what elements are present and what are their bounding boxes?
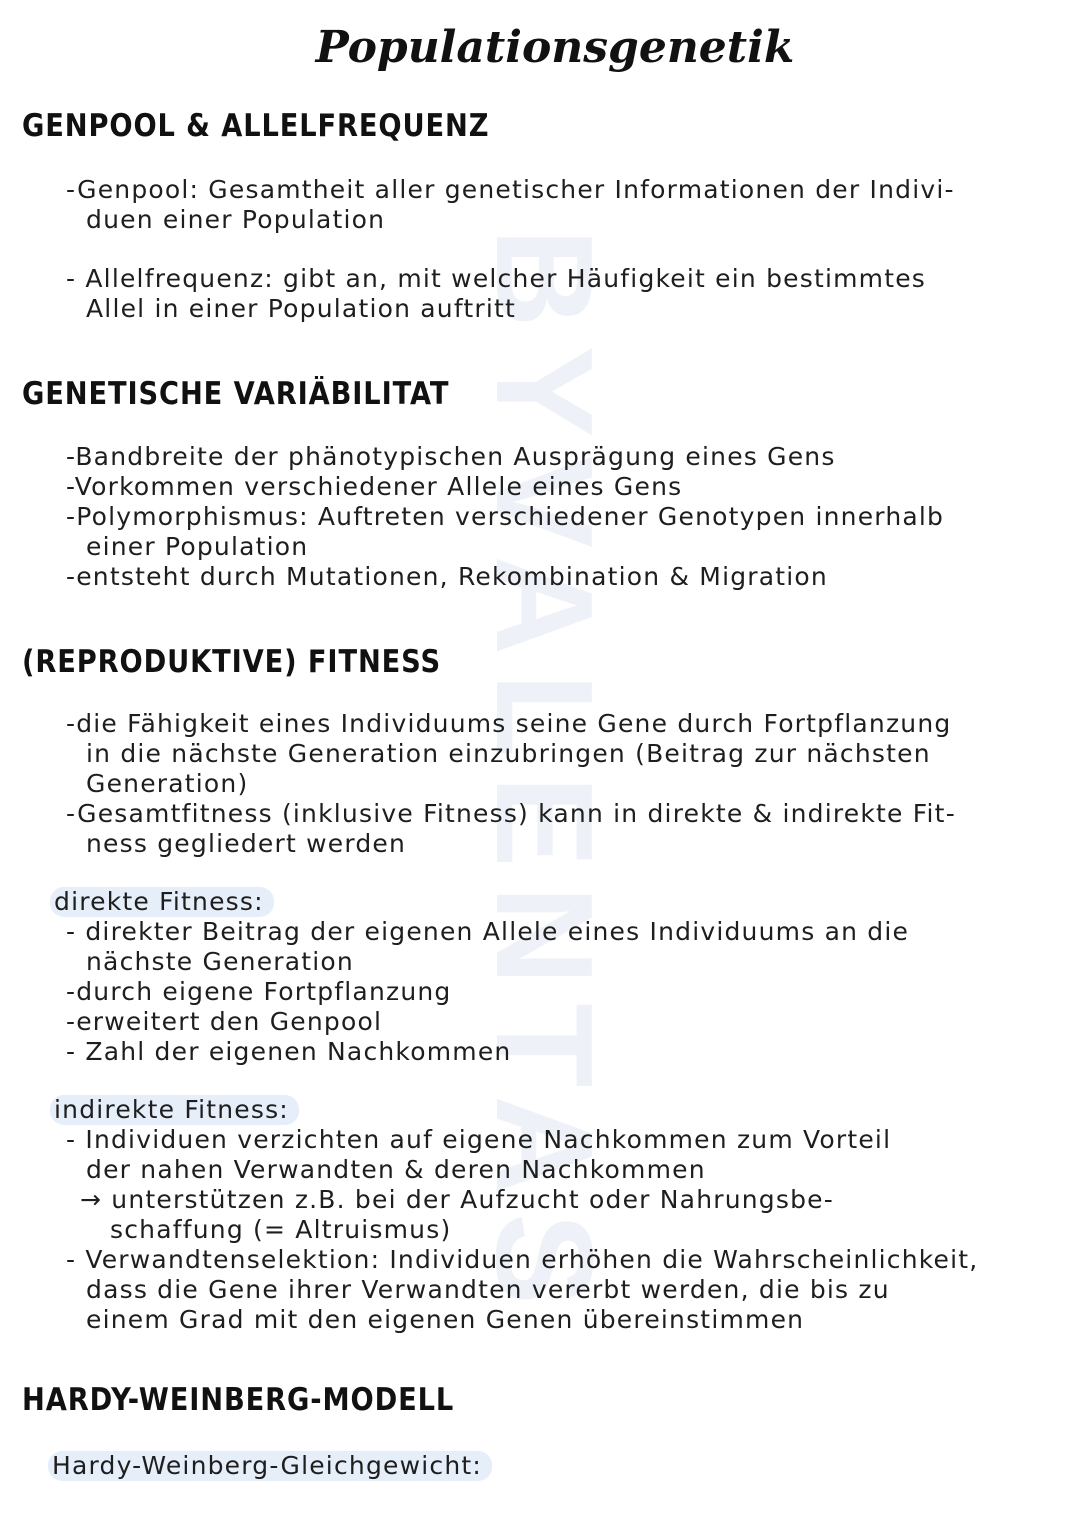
indirekte-fitness-block bbox=[66, 1125, 1066, 1335]
heading-fitness: (REPRODUKTIVE) FITNESS bbox=[22, 644, 442, 680]
variabilitaet-block bbox=[66, 442, 1066, 592]
title-area bbox=[0, 22, 1080, 73]
fitness-line-4: -Gesamtfitness (inklusive Fitness) kann in direkte & indirekte Fit- bbox=[66, 799, 956, 828]
direkt-line-2: nächste Generation bbox=[86, 947, 354, 976]
variabilitaet-line-4: einer Population bbox=[86, 532, 309, 561]
direkt-line-4: -erweitert den Genpool bbox=[66, 1007, 383, 1036]
heading-variabilitaet: GENETISCHE VARIÄBILITAT bbox=[22, 376, 450, 412]
allelfrequenz-block bbox=[66, 264, 1066, 324]
indirekt-line-4: schaffung (= Altruismus) bbox=[110, 1215, 452, 1244]
fitness-block bbox=[66, 709, 1066, 859]
indirekt-line-3: → unterstützen z.B. bei der Aufzucht oder Nahrungsbe- bbox=[80, 1185, 834, 1214]
heading-hardy: HARDY-WEINBERG-MODELL bbox=[22, 1382, 455, 1418]
variabilitaet-line-2: -Vorkommen verschiedener Allele eines Gens bbox=[66, 472, 683, 501]
indirekt-line-2: der nahen Verwandten & deren Nachkommen bbox=[86, 1155, 706, 1184]
indirekt-line-5: - Verwandtenselektion: Individuen erhöhen die Wahrscheinlichkeit, bbox=[66, 1245, 979, 1274]
fitness-line-3: Generation) bbox=[86, 769, 249, 798]
genpool-block bbox=[66, 175, 1066, 235]
direkte-fitness-block bbox=[66, 917, 1066, 1067]
indirekte-fitness-label: indirekte Fitness: bbox=[50, 1095, 299, 1125]
fitness-line-1: -die Fähigkeit eines Individuums seine Gene durch Fortpflanzung bbox=[66, 709, 952, 738]
genpool-line-2: duen einer Population bbox=[86, 205, 386, 234]
hardy-weinberg-label: Hardy-Weinberg-Gleichgewicht: bbox=[48, 1451, 492, 1481]
page-title: Populationsgenetik bbox=[302, 22, 809, 73]
direkte-fitness-label: direkte Fitness: bbox=[50, 887, 274, 917]
watermark-text: BYVALENTAS bbox=[466, 227, 621, 1323]
direkt-line-1: - direkter Beitrag der eigenen Allele eines Individuums an die bbox=[66, 917, 910, 946]
indirekt-line-6: dass die Gene ihrer Verwandten vererbt werden, die bis zu bbox=[86, 1275, 890, 1304]
indirekt-line-1: - Individuen verzichten auf eigene Nachkommen zum Vorteil bbox=[66, 1125, 892, 1154]
fitness-line-5: ness gegliedert werden bbox=[86, 829, 407, 858]
genpool-line-1: -Genpool: Gesamtheit aller genetischer Informationen der Indivi- bbox=[66, 175, 955, 204]
indirekt-line-7: einem Grad mit den eigenen Genen übereinstimmen bbox=[86, 1305, 805, 1334]
genpool-line-3: - Allelfrequenz: gibt an, mit welcher Häufigkeit ein bestimmtes bbox=[66, 264, 927, 293]
variabilitaet-line-1: -Bandbreite der phänotypischen Ausprägung eines Gens bbox=[66, 442, 836, 471]
genpool-line-4: Allel in einer Population auftritt bbox=[86, 294, 517, 323]
direkt-line-5: - Zahl der eigenen Nachkommen bbox=[66, 1037, 512, 1066]
variabilitaet-line-3: -Polymorphismus: Auftreten verschiedener Genotypen innerhalb bbox=[66, 502, 945, 531]
direkt-line-3: -durch eigene Fortpflanzung bbox=[66, 977, 452, 1006]
heading-genpool: GENPOOL & ALLELFREQUENZ bbox=[22, 108, 490, 144]
fitness-line-2: in die nächste Generation einzubringen (Beitrag zur nächsten bbox=[86, 739, 931, 768]
variabilitaet-line-5: -entsteht durch Mutationen, Rekombination & Migration bbox=[66, 562, 828, 591]
